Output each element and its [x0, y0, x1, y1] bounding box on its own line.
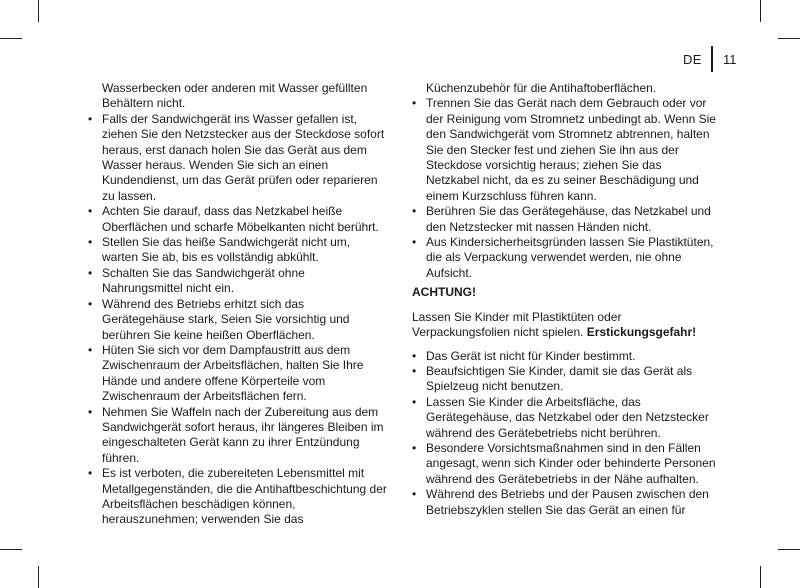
list-item: • Das Gerät ist nicht für Kinder bestimmt.	[412, 349, 718, 364]
crop-mark-left-bottom	[0, 549, 22, 550]
list-item: • Achten Sie darauf, dass das Netzkabel heiße Oberflächen und scharfe Möbelkanten nicht berührt.	[88, 204, 388, 235]
crop-mark-bottom-left	[38, 566, 39, 588]
list-item: • Während des Betriebs erhitzt sich das Gerätegehäuse stark, Seien Sie vorsichtig und berühren Sie keine heißen Oberflächen.	[88, 297, 388, 343]
crop-mark-right-top	[778, 38, 800, 39]
crop-mark-bottom-right	[760, 566, 761, 588]
left-column	[88, 81, 388, 528]
list-item: • Nehmen Sie Waffeln nach der Zubereitung aus dem Sandwichgerät sofort heraus, ihr längeres Bleiben im eingeschalteten Gerät kann zu ihrer Entzündung führen.	[88, 405, 388, 467]
list-item: • Es ist verboten, die zubereiteten Lebensmittel mit Metallgegenständen, die die Antihaftbeschichtung der Arbeitsflächen beschädigen können, herauszunehmen; verwenden Sie das	[88, 466, 388, 528]
page-number: 11	[723, 52, 737, 67]
right-safety-list-a	[412, 81, 718, 281]
list-item: • Stellen Sie das heiße Sandwichgerät nicht um, warten Sie ab, bis es vollständig abkühlt.	[88, 235, 388, 266]
continued-item: Wasserbecken oder anderen mit Wasser gefüllten Behältern nicht.	[102, 81, 368, 111]
warning-paragraph	[412, 310, 718, 341]
warning-heading: ACHTUNG!	[412, 285, 476, 300]
crop-mark-left-top	[0, 38, 22, 39]
continued-item: Küchenzubehör für die Antihaftoberflächen.	[426, 81, 657, 95]
list-item: • Besondere Vorsichtsmaßnahmen sind in den Fällen angesagt, wenn sich Kinder oder behinderte Personen während des Gerätebetriebs in der Nähe aufhalten.	[412, 441, 718, 487]
right-safety-list-b	[412, 349, 718, 518]
list-item: • Falls der Sandwichgerät ins Wasser gefallen ist, ziehen Sie den Netzstecker aus der Steckdose sofort heraus, erst danach holen Sie das Gerät aus dem Wasser heraus. Wenden Sie sich an einen Kundendienst, um das Gerät prüfen oder reparieren zu lassen.	[88, 112, 388, 204]
list-item: • Lassen Sie Kinder die Arbeitsfläche, das Gerätegehäuse, das Netzkabel oder den Netzstecker während des Gerätebetriebs nicht berühren.	[412, 395, 718, 441]
language-code: DE	[683, 52, 702, 67]
crop-mark-top-left	[38, 0, 39, 22]
list-item: • Berühren Sie das Gerätegehäuse, das Netzkabel und den Netzstecker mit nassen Händen nicht.	[412, 204, 718, 235]
list-item: • Schalten Sie das Sandwichgerät ohne Nahrungsmittel nicht ein.	[88, 266, 388, 297]
list-item: • Hüten Sie sich vor dem Dampfaustritt aus dem Zwischenraum der Arbeitsflächen, halten Sie Ihre Hände und andere offene Körperteile vom Zwischenraum der Arbeitsflächen fern.	[88, 343, 388, 405]
header-divider	[711, 46, 713, 72]
crop-mark-top-right	[760, 0, 761, 22]
list-item: • Beaufsichtigen Sie Kinder, damit sie das Gerät als Spielzeug nicht benutzen.	[412, 364, 718, 395]
warning-emphasis: Erstickungsgefahr!	[586, 325, 697, 340]
left-safety-list	[88, 81, 388, 528]
right-column	[412, 81, 718, 518]
list-item: • Während des Betriebs und der Pausen zwischen den Betriebszyklen stellen Sie das Gerät an einen für	[412, 487, 718, 518]
list-item: • Trennen Sie das Gerät nach dem Gebrauch oder vor der Reinigung vom Stromnetz unbedingt ab. Wenn Sie den Sandwichgerät vom Stromnetz abtrennen, halten Sie den Stecker fest und ziehen Sie ihn aus der Steckdose vorsichtig heraus; ziehen Sie das Netzkabel nicht, da es zu seiner Beschädigung und einem Kurzschluss führen kann.	[412, 96, 718, 204]
warning-text: Lassen Sie Kinder mit Plastiktüten oder Verpackungsfolien nicht spielen.	[412, 309, 622, 340]
list-item: • Aus Kindersicherheitsgründen lassen Sie Plastiktüten, die als Verpackung verwendet werden, nie ohne Aufsicht.	[412, 235, 718, 281]
crop-mark-right-bottom	[778, 549, 800, 550]
page-header	[665, 44, 745, 74]
